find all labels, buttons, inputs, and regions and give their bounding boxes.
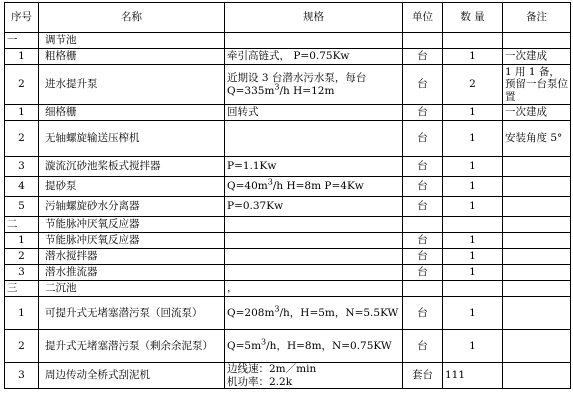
cell-spec: 牵引高链式， P=0.75Kw [225,49,403,65]
cell-spec [225,233,403,249]
table-row [5,105,571,121]
cell-name: 进水提升泵 [39,65,225,105]
cell-no: 2 [5,330,39,363]
cell-name: 调节池 [39,33,225,49]
cell-remark [503,249,571,265]
cell-unit: 台 [403,197,443,217]
header-spec: 规格 [225,3,403,33]
cell-qty: 1 [443,330,503,363]
cell-unit: 台 [403,105,443,121]
spec-line: 边线速：2m／min [227,363,317,375]
cell-qty: 1 [443,157,503,177]
cell-no: 2 [5,121,39,157]
cell-spec: P=0.37Kw [225,197,403,217]
cell-name: 粗格栅 [39,49,225,65]
cell-name: 漩流沉砂池桨板式搅拌器 [39,157,225,177]
cell-name: 节能脉冲厌氧反应器 [39,233,225,249]
cell-remark [503,197,571,217]
cell-remark [503,330,571,363]
cell-no: 1 [5,233,39,249]
cell-qty: 1 [443,105,503,121]
header-qty: 数 量 [443,3,503,33]
cell-remark [503,157,571,177]
cell-no: 5 [5,197,39,217]
cell-qty: 1 [443,177,503,197]
cell-remark [503,363,571,389]
cell-unit: 台 [403,249,443,265]
cell-unit: 台 [403,297,443,330]
cell-no: 三 [5,281,39,297]
cell-spec: $Q=5m^3/h$，H=8m，N=0.75KW [225,330,403,363]
cell-remark: 安装角度 5° [503,121,571,157]
table-row [5,265,571,281]
table-row [5,297,571,330]
section-row [5,217,571,233]
cell-unit: 台 [403,265,443,281]
section-row [5,281,571,297]
cell-remark [503,297,571,330]
section-row [5,33,571,49]
cell-no: 3 [5,363,39,389]
table-row [5,49,571,65]
cell-qty: 1 [443,297,503,330]
table-row [5,121,571,157]
cell-unit: 套台 [403,363,443,389]
cell-unit: 台 [403,330,443,363]
cell-no: 1 [5,297,39,330]
cell-name: 污轴螺旋砂水分离器 [39,197,225,217]
cell-unit: 台 [403,157,443,177]
cell-no: 1 [5,105,39,121]
cell-unit [403,33,443,49]
header-row [5,3,571,33]
cell-qty: 1 [443,249,503,265]
table-row [5,197,571,217]
cell-unit: 台 [403,49,443,65]
cell-name: 二沉池 [39,281,225,297]
cell-qty: 1 [443,121,503,157]
cell-unit [403,217,443,233]
table-row [5,249,571,265]
header-unit: 单位 [403,3,443,33]
cell-remark: 一次建成 [503,49,571,65]
header-name: 名称 [39,3,225,33]
cell-name: 节能脉冲厌氧反应器 [39,217,225,233]
table-row [5,233,571,249]
cell-name: 潜水搅拌器 [39,249,225,265]
cell-spec: 回转式 [225,105,403,121]
cell-spec [225,265,403,281]
cell-no: 3 [5,265,39,281]
cell-spec [225,65,403,105]
cell-name: 无轴螺旋输送压榨机 [39,121,225,157]
cell-remark: 1 用 1 备，预留一台泵位置 [503,65,571,105]
cell-qty: 2 [443,65,503,105]
cell-spec: $Q=208m^3/h$，H=5m，N=5.5KW [225,297,403,330]
cell-spec: P=1.1Kw [225,157,403,177]
cell-no: 1 [5,49,39,65]
cell-qty: 1 [443,233,503,249]
header-remark: 备注 [503,3,571,33]
cell-no: 3 [5,157,39,177]
spec-line: $Q=335m^3/h$ H=12m [227,82,335,97]
cell-spec [225,363,403,389]
cell-remark: 一次建成 [503,105,571,121]
cell-spec [225,217,403,233]
cell-unit: 台 [403,65,443,105]
cell-name: 潜水推流器 [39,265,225,281]
cell-spec: ， [225,281,403,297]
table-row [5,177,571,197]
cell-spec [225,33,403,49]
cell-unit: 台 [403,177,443,197]
cell-remark [503,281,571,297]
cell-name: 提砂泵 [39,177,225,197]
cell-no: 2 [5,65,39,105]
cell-unit: 台 [403,233,443,249]
cell-qty [443,217,503,233]
cell-spec: $Q=40m^3/h$ H=8m P=4Kw [225,177,403,197]
cell-no: 4 [5,177,39,197]
table-body [5,33,571,389]
table-row [5,363,571,389]
cell-name: 细格栅 [39,105,225,121]
cell-remark [503,177,571,197]
cell-qty: 1 [443,265,503,281]
cell-remark [503,265,571,281]
table-row [5,157,571,177]
cell-name: 提升式无堵塞潜污泵（剩余余泥泵） [39,330,225,363]
cell-qty: 1 [443,49,503,65]
cell-unit [403,281,443,297]
spec-line: 机功率：2.2k [227,375,293,388]
cell-no: 一 [5,33,39,49]
cell-no: 2 [5,249,39,265]
cell-name: 周边传动全桥式刮泥机 [39,363,225,389]
cell-unit: 台 [403,121,443,157]
cell-qty [443,33,503,49]
cell-qty [443,281,503,297]
cell-remark [503,33,571,49]
cell-qty: 111 [443,363,503,389]
cell-name: 可提升式无堵塞潜污泵（回流泵） [39,297,225,330]
cell-remark [503,217,571,233]
cell-qty: 1 [443,197,503,217]
cell-spec [225,249,403,265]
spec-line: 近期设 3 台潜水污水泵，每台 [227,71,367,84]
table-row [5,65,571,105]
table-row [5,330,571,363]
cell-remark [503,233,571,249]
cell-no: 二 [5,217,39,233]
equipment-table [4,2,571,389]
header-no: 序号 [5,3,39,33]
cell-spec [225,121,403,157]
